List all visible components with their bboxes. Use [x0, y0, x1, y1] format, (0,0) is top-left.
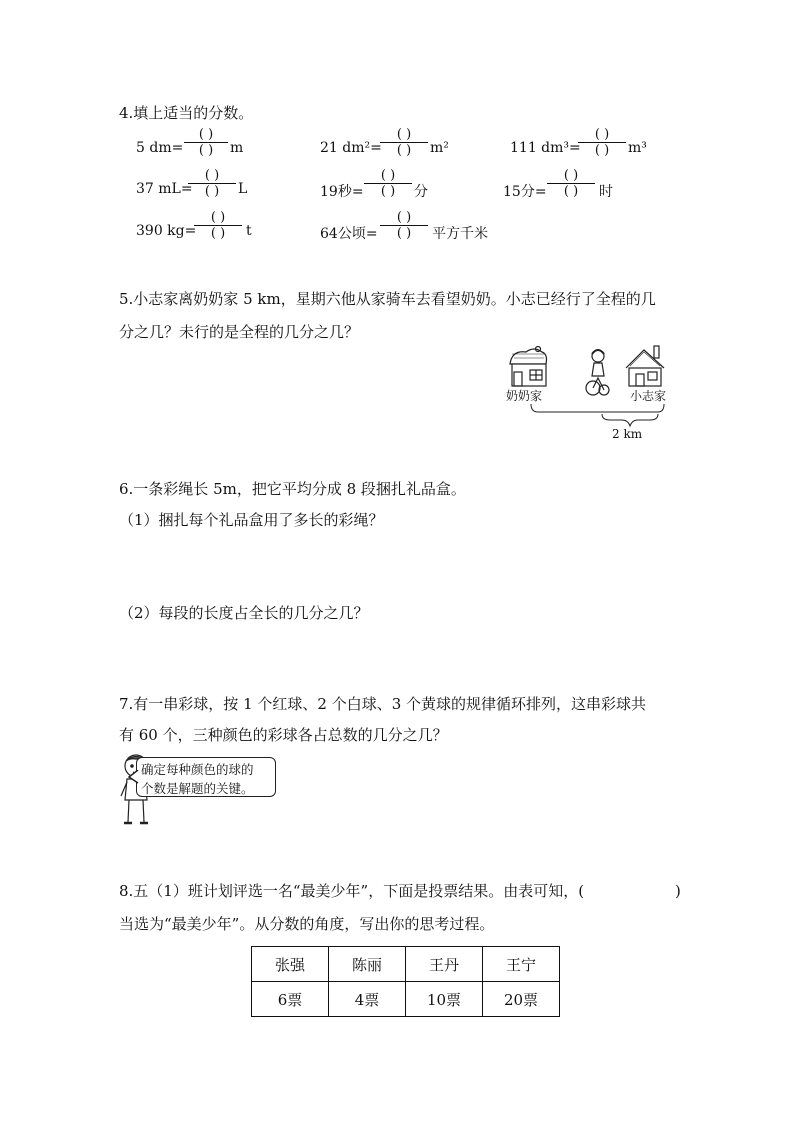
table-header-cell: 王宁 — [483, 947, 560, 982]
table-row — [252, 947, 560, 982]
hint-line-1: 确定每种颜色的球的 — [141, 762, 254, 777]
q6-sub-1: （1）捆扎每个礼品盒用了多长的彩绳？ — [119, 511, 384, 529]
q8-answer-blank-close[interactable]: ) — [675, 882, 681, 900]
fraction-blank[interactable]: ( ) ( ) — [194, 211, 242, 240]
table-cell: 4票 — [329, 982, 406, 1017]
grandma-house-icon — [510, 347, 547, 387]
hint-line-2: 个数是解题的关键。 — [141, 781, 254, 796]
vote-table — [251, 946, 560, 1017]
xiaozhi-house-icon — [626, 346, 664, 386]
q7-line-1: 7.有一串彩球，按 1 个红球、2 个白球、3 个黄球的规律循环排列，这串彩球共 — [119, 695, 647, 713]
table-cell: 10票 — [406, 982, 483, 1017]
distance-diagram — [498, 342, 678, 442]
table-header-cell: 王丹 — [406, 947, 483, 982]
table-header-cell: 张强 — [252, 947, 329, 982]
right-label: 小志家 — [630, 389, 667, 403]
fraction-blank[interactable]: ( ) ( ) — [578, 128, 626, 157]
q4-title: 4.填上适当的分数。 — [119, 104, 254, 122]
q7-line-2: 有 60 个，三种颜色的彩球各占总数的几分之几？ — [119, 726, 448, 744]
distance-label: 2 km — [612, 427, 643, 441]
fraction-blank[interactable]: ( ) ( ) — [547, 169, 595, 198]
fraction-blank[interactable]: ( ) ( ) — [380, 211, 428, 240]
left-label: 奶奶家 — [506, 389, 543, 403]
fraction-blank[interactable]: ( ) ( ) — [364, 169, 412, 198]
fraction-blank[interactable]: ( ) ( ) — [380, 128, 428, 157]
cyclist-icon — [586, 350, 609, 395]
q8-line-1: 8.五（1）班计划评选一名“最美少年”，下面是投票结果。由表可知，( — [119, 882, 585, 900]
q5-line-2: 分之几？未行的是全程的几分之几？ — [119, 323, 360, 341]
table-header-cell: 陈丽 — [329, 947, 406, 982]
fraction-blank[interactable]: ( ) ( ) — [188, 169, 236, 198]
table-cell: 6票 — [252, 982, 329, 1017]
bubble-tail — [128, 770, 140, 784]
q6-sub-2: （2）每段的长度占全长的几分之几？ — [119, 604, 369, 622]
q6-line-1: 6.一条彩绳长 5m，把它平均分成 8 段捆扎礼品盒。 — [119, 480, 466, 498]
q8-line-2: 当选为“最美少年”。从分数的角度，写出你的思考过程。 — [119, 915, 495, 933]
hint-bubble — [136, 757, 276, 797]
table-row — [252, 982, 560, 1017]
fraction-blank[interactable]: ( ) ( ) — [184, 128, 228, 157]
q5-line-1: 5.小志家离奶奶家 5 km，星期六他从家骑车去看望奶奶。小志已经行了全程的几 — [119, 290, 656, 308]
table-cell: 20票 — [483, 982, 560, 1017]
